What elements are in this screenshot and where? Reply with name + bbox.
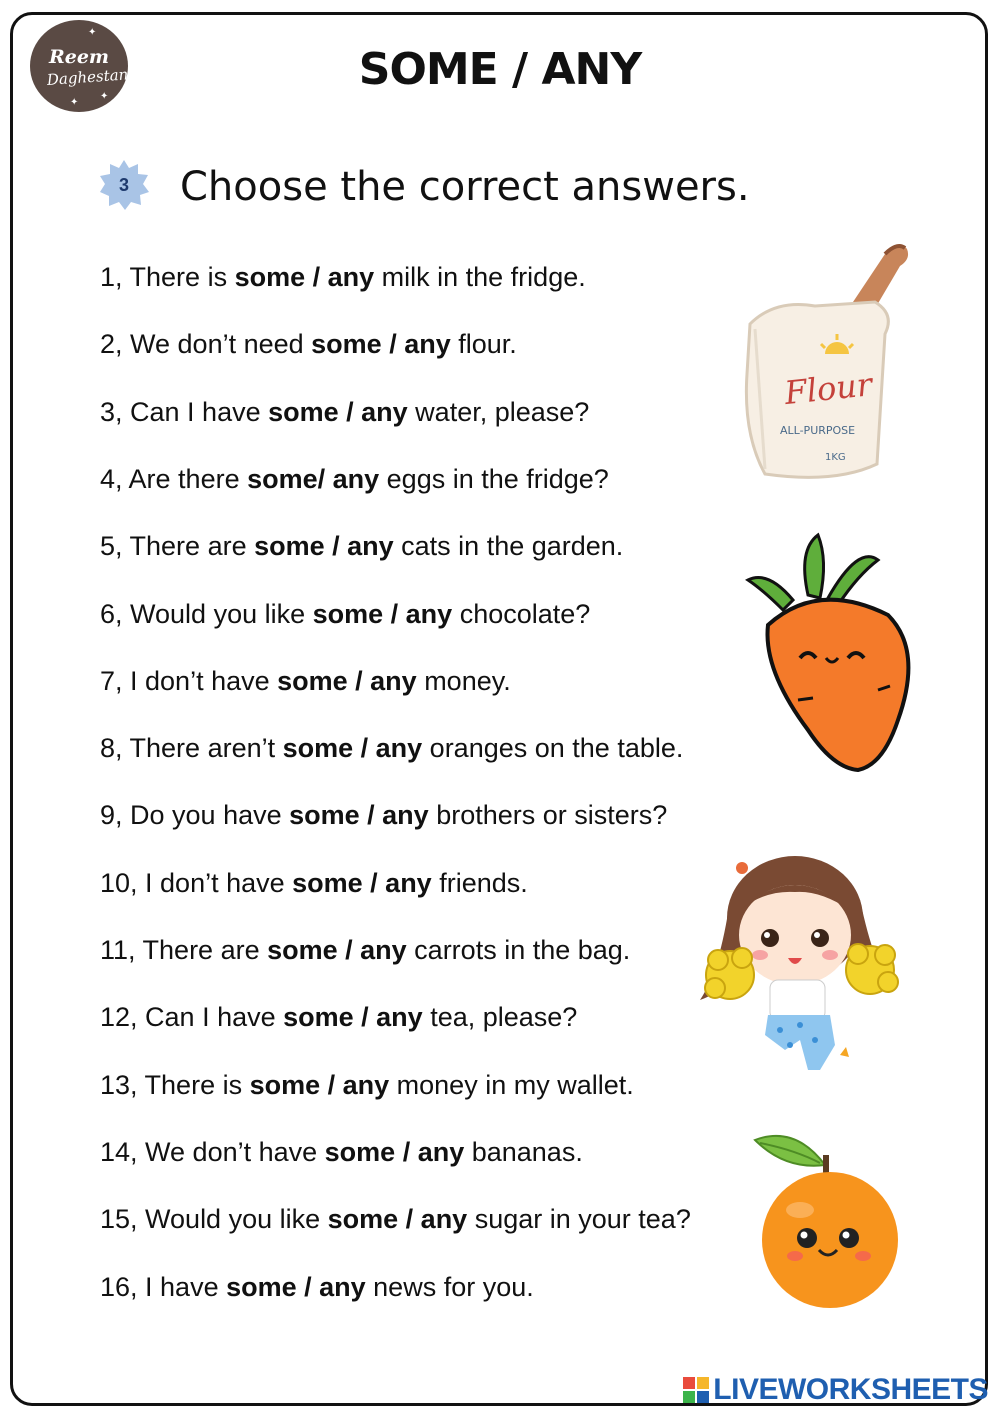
question-text: 3, Can I have [100, 397, 269, 427]
question-item [100, 868, 528, 899]
flour-label: Flour [782, 365, 874, 413]
question-text-end: news for you. [365, 1272, 534, 1302]
answer-choice[interactable]: some / any [312, 599, 453, 629]
question-text-end: sugar in your tea? [467, 1204, 691, 1234]
answer-choice[interactable]: some / any [292, 868, 432, 898]
flour-weight: 1KG [825, 452, 846, 463]
question-text: 2, We don’t need [100, 329, 312, 359]
answer-choice[interactable]: some / any [226, 1272, 366, 1302]
question-item [100, 531, 623, 562]
question-text: 4, Are there [100, 464, 248, 494]
logo-line-2: Daghestani [46, 65, 134, 89]
question-item [100, 733, 683, 764]
question-text-end: oranges on the table. [422, 733, 684, 763]
question-text-end: flour. [450, 329, 517, 359]
question-item [100, 1272, 534, 1303]
question-text: 14, We don’t have [100, 1137, 325, 1167]
question-text: 6, Would you like [100, 599, 313, 629]
carrot-icon [738, 530, 918, 778]
question-item [100, 1137, 583, 1168]
question-item [100, 464, 609, 495]
exercise-instruction: Choose the correct answers. [180, 164, 750, 210]
question-text-end: cats in the garden. [393, 531, 624, 561]
question-item [100, 935, 630, 966]
question-text-end: carrots in the bag. [406, 935, 631, 965]
flour-bag-icon [735, 234, 915, 489]
question-item [100, 800, 667, 831]
question-text-end: tea, please? [422, 1002, 578, 1032]
answer-choice[interactable]: some / any [283, 1002, 423, 1032]
question-text: 9, Do you have [100, 800, 290, 830]
flour-sub-label: ALL-PURPOSE [780, 424, 856, 437]
answer-choice[interactable]: some / any [249, 1070, 390, 1100]
question-item [100, 1002, 577, 1033]
answer-choice[interactable]: some / any [289, 800, 429, 830]
answer-choice[interactable]: some / any [234, 262, 375, 292]
question-text-end: brothers or sisters? [428, 800, 668, 830]
question-text: 10, I don’t have [100, 868, 293, 898]
question-text: 1, There is [100, 262, 235, 292]
question-item [100, 1070, 634, 1101]
page-title: SOME / ANY [358, 44, 642, 95]
answer-choice[interactable]: some / any [267, 935, 407, 965]
question-text-end: money in my wallet. [389, 1070, 634, 1100]
footer-brand [683, 1373, 988, 1407]
answer-choice[interactable]: some / any [327, 1204, 468, 1234]
question-text: 13, There is [100, 1070, 250, 1100]
question-text-end: money. [416, 666, 511, 696]
footer-brand-text: LIVEWORKSHEETS [713, 1373, 988, 1406]
question-item [100, 599, 590, 630]
exercise-number: 3 [118, 175, 129, 195]
question-text-end: chocolate? [452, 599, 591, 629]
answer-choice[interactable]: some / any [311, 329, 451, 359]
question-text-end: milk in the fridge. [374, 262, 586, 292]
question-text-end: bananas. [464, 1137, 583, 1167]
answer-choice[interactable]: some / any [324, 1137, 465, 1167]
author-logo: ✦ ✦ ✦ Reem Daghestani [30, 20, 128, 112]
logo-line-1: Reem [48, 46, 110, 68]
question-text: 8, There aren’t [100, 733, 283, 763]
answer-choice[interactable]: some / any [282, 733, 423, 763]
question-text: 16, I have [100, 1272, 227, 1302]
question-item [100, 1204, 691, 1235]
answer-choice[interactable]: some / any [268, 397, 408, 427]
question-text: 12, Can I have [100, 1002, 284, 1032]
liveworksheets-logo-icon [683, 1377, 709, 1403]
question-text: 5, There are [100, 531, 255, 561]
question-text-end: friends. [431, 868, 528, 898]
answer-choice[interactable]: some / any [277, 666, 417, 696]
question-text: 11, There are [100, 935, 268, 965]
question-text: 15, Would you like [100, 1204, 328, 1234]
question-text-end: eggs in the fridge? [379, 464, 609, 494]
question-item [100, 666, 511, 697]
girl-cheerleader-icon [690, 830, 920, 1075]
question-item [100, 262, 586, 293]
answer-choice[interactable]: some/ any [247, 464, 380, 494]
question-text-end: water, please? [407, 397, 590, 427]
orange-fruit-icon [745, 1130, 905, 1310]
question-item [100, 329, 517, 360]
question-item [100, 397, 589, 428]
question-text: 7, I don’t have [100, 666, 278, 696]
answer-choice[interactable]: some / any [254, 531, 394, 561]
